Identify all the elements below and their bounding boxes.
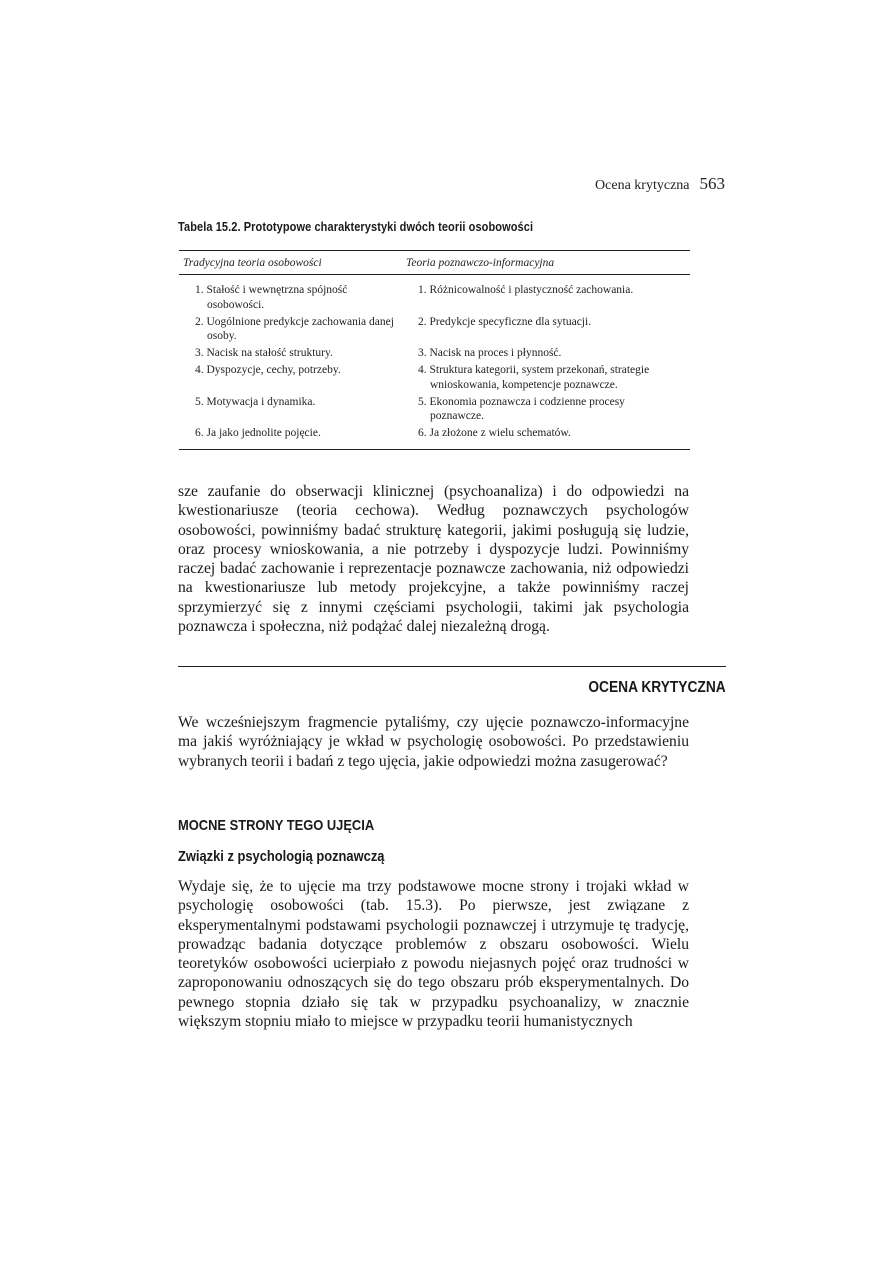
table-cell: 5. Ekonomia poznawcza i codzienne procesy poznawcze. [418, 395, 625, 422]
table-row [179, 346, 690, 361]
subsubheading: Związki z psychologią poznawczą [178, 848, 385, 865]
table-cell: 6. Ja złożone z wielu schematów. [418, 427, 571, 439]
table-row [179, 363, 690, 392]
table-row [179, 283, 690, 312]
table-body [179, 275, 690, 449]
paragraph-strengths: Wydaje się, że to ujęcie ma trzy podstawowe mocne strony i trojaki wkład w psychologię osobowości (tab. 15.3). Po pierwsze, jest związane z eksperymentalnymi podstawami psychologii poznawczej i utrzymuje tę tradycję, prowadząc badania dotyczące problemów z obszaru osobowości. Wielu teoretyków osobowości ucierpiało z powodu niejasnych pojęć oraz trudności w zaproponowaniu odnoszących się do tego obszaru prób eksperymentalnych. Do pewnego stopnia działo się tak w przypadku psychoanalizy, w znacznie większym stopniu miało to miejsce w przypadku teorii humanistycznych [178, 878, 689, 1031]
subheading: MOCNE STRONY TEGO UJĘCIA [178, 817, 375, 834]
table-cell: 2. Predykcje specyficzne dla sytuacji. [418, 315, 592, 328]
table-cell: 5. Motywacja i dynamika. [195, 395, 316, 408]
paragraph-continuation: sze zaufanie do obserwacji klinicznej (psychoanaliza) i do odpowiedzi na kwestionariusze (teoria cechowa). Według poznawczych psychologów osobowości, powinniśmy badać strukturę kategorii, jakimi posługują się ludzie, oraz procesy wnioskowania, a nie potrzeby i dyspozycje ludzi. Powinniśmy raczej badać zachowanie i reprezentacje poznawcze zachowania, niż odpowiedzi na kwestionariusze lub metody projekcyjne, a także powinniśmy raczej sprzymierzyć się z innymi częściami psychologii, takimi jak psychologia poznawcza i społeczna, niż podążać dalej niezależną drogą. [178, 483, 689, 636]
table-cell: 3. Nacisk na stałość struktury. [195, 347, 333, 359]
table-cell: 4. Struktura kategorii, system przekonań, strategie wnioskowania, kompetencje poznawcze. [418, 364, 650, 391]
table-cell: 4. Dyspozycje, cechy, potrzeby. [195, 364, 341, 376]
paragraph-intro: We wcześniejszym fragmencie pytaliśmy, czy ujęcie poznawczo-informacyjne ma jakiś wyróżniający je wkład w psychologię osobowości. Po przedstawieniu wybranych teorii i badań z tego ujęcia, jakie odpowiedzi można zasugerować? [178, 714, 689, 770]
running-head-section: Ocena krytyczna [595, 178, 690, 193]
section-title: OCENA KRYTYCZNA [588, 679, 726, 696]
table-cell: 1. Stałość i wewnętrzna spójność osobowości. [195, 284, 348, 311]
table-row [179, 395, 690, 424]
table-header-traditional: Tradycyjna teoria osobowości [183, 257, 322, 269]
table-header-row [179, 251, 690, 275]
table-header-cognitive: Teoria poznawczo-informacyjna [406, 257, 555, 269]
table-caption: Tabela 15.2. Prototypowe charakterystyki dwóch teorii osobowości [178, 220, 534, 234]
table-cell: 3. Nacisk na proces i płynność. [418, 347, 562, 359]
table-row [179, 315, 690, 344]
table-cell: 2. Uogólnione predykcje zachowania danej osoby. [195, 315, 394, 342]
table-row [179, 426, 690, 441]
comparison-table [179, 250, 690, 450]
table-cell: 6. Ja jako jednolite pojęcie. [195, 427, 321, 439]
page-number: 563 [699, 174, 725, 193]
running-head [595, 174, 725, 194]
table-cell: 1. Różnicowalność i plastyczność zachowania. [418, 284, 634, 296]
section-divider [178, 666, 726, 667]
